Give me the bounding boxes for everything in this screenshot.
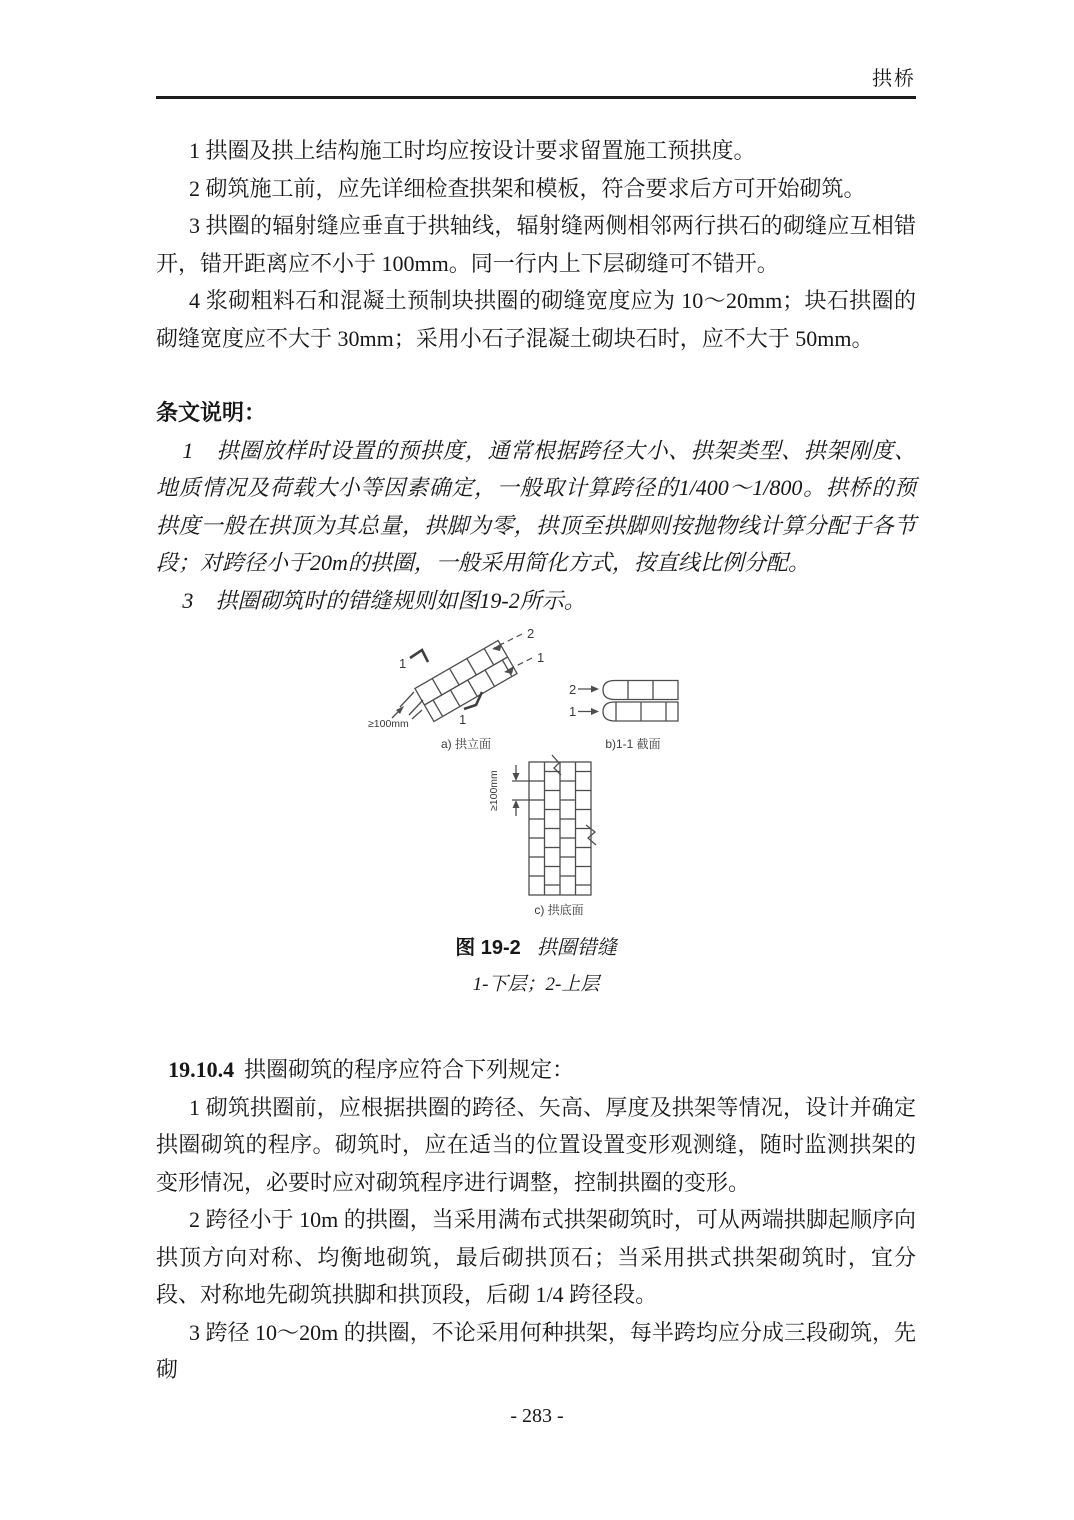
clause-paragraph-4: 4 浆砌粗料石和混凝土预制块拱圈的砌缝宽度应为 10～20mm；块石拱圈的砌缝宽度应不大于 30mm；采用小石子混凝土砌块石时，应不大于 50mm。	[156, 288, 916, 351]
subfigure-a-caption: a) 拱立面	[440, 737, 492, 751]
layer-arrow-upper	[492, 626, 534, 651]
subfigure-c-caption: c) 拱底面	[534, 903, 584, 917]
stagger-dimension-a	[368, 692, 423, 730]
figure-caption	[156, 931, 916, 960]
figure-legend: 1-下层；2-上层	[472, 974, 600, 995]
layer-pointer-upper-label: 2	[569, 682, 577, 697]
section-title: 拱圈砌筑的程序应符合下列规定：	[244, 1057, 575, 1082]
clause-paragraph-1: 1 拱圈及拱上结构施工时均应按设计要求留置施工预拱度。	[189, 138, 756, 163]
layer-pointer-lower-label: 1	[569, 704, 577, 719]
figure-drawing	[366, 619, 706, 919]
stagger-dimension-c	[488, 765, 530, 816]
section-marker-upper	[399, 650, 428, 671]
clause-paragraph-3: 3 拱圈的辐射缝应垂直于拱轴线，辐射缝两侧相邻两行拱石的砌缝应互相错开，错开距离应不小于 100mm。同一行内上下层砌缝可不错开。	[156, 213, 916, 276]
section-marker-label: 1	[459, 712, 467, 727]
stagger-dimension-a-label: ≥100mm	[368, 718, 409, 730]
section-heading-19-10-4	[156, 1051, 916, 1089]
layer-pointer-lower	[569, 704, 599, 719]
section-number: 19.10.4	[168, 1057, 235, 1082]
section-item-2: 2 跨径小于 10m 的拱圈，当采用满布式拱架砌筑时，可从两端拱脚起顺序向拱顶方向对称、均衡地砌筑，最后砌拱顶石；当采用拱式拱架砌筑时，宜分段、对称地先砌筑拱脚和拱顶段，后砌 1/4 跨径段。	[156, 1207, 916, 1307]
section-item-1: 1 砌筑拱圈前，应根据拱圈的跨径、矢高、厚度及拱架等情况，设计并确定拱圈砌筑的程序。砌筑时，应在适当的位置设置变形观测缝，随时监测拱架的变形情况，必要时应对砌筑程序进行调整，控制拱圈的变形。	[156, 1094, 916, 1195]
section-item-3: 3 跨径 10～20m 的拱圈，不论采用何种拱架，每半跨均应分成三段砌筑，先砌	[156, 1319, 916, 1382]
page-content	[156, 0, 916, 1389]
arch-soffit-wall	[529, 755, 596, 895]
commentary-paragraph-2: 3 拱圈砌筑时的错缝规则如图19-2所示。	[182, 587, 586, 613]
commentary-paragraph-1: 1 拱圈放样时设置的预拱度，通常根据跨径大小、拱架类型、拱架刚度、地质情况及荷载大小等因素确定，一般取计算跨径的1/400～1/800。拱桥的预拱度一般在拱顶为其总量，拱脚为零，拱顶至拱脚则按抛物线计算分配于各节段；对跨径小于20m的拱圈，一般采用简化方式，按直线比例分配。	[156, 437, 916, 575]
page-number: - 283 -	[510, 1405, 564, 1427]
figure-number: 图 19-2	[455, 937, 521, 959]
layer-arrow-upper-label: 2	[527, 626, 535, 641]
section-marker-label: 1	[399, 656, 407, 671]
stagger-dimension-c-label: ≥100mm	[488, 770, 500, 811]
clause-paragraph-2: 2 砌筑施工前，应先详细检查拱架和模板，符合要求后方可开始砌筑。	[189, 175, 866, 201]
section-marker-lower	[459, 692, 482, 727]
wall-joints-even-columns	[545, 772, 592, 886]
figure-19-2	[156, 619, 916, 996]
subfigure-b-caption: b)1-1 截面	[605, 737, 661, 751]
header-rule	[156, 96, 916, 99]
layer-pointer-upper	[569, 682, 599, 697]
layer-arrow-lower-label: 1	[537, 650, 545, 665]
running-header: 拱桥	[872, 68, 916, 90]
figure-title: 拱圈错缝	[536, 937, 617, 959]
commentary-heading: 条文说明：	[156, 400, 267, 425]
section-1-1-drawing	[603, 681, 678, 722]
